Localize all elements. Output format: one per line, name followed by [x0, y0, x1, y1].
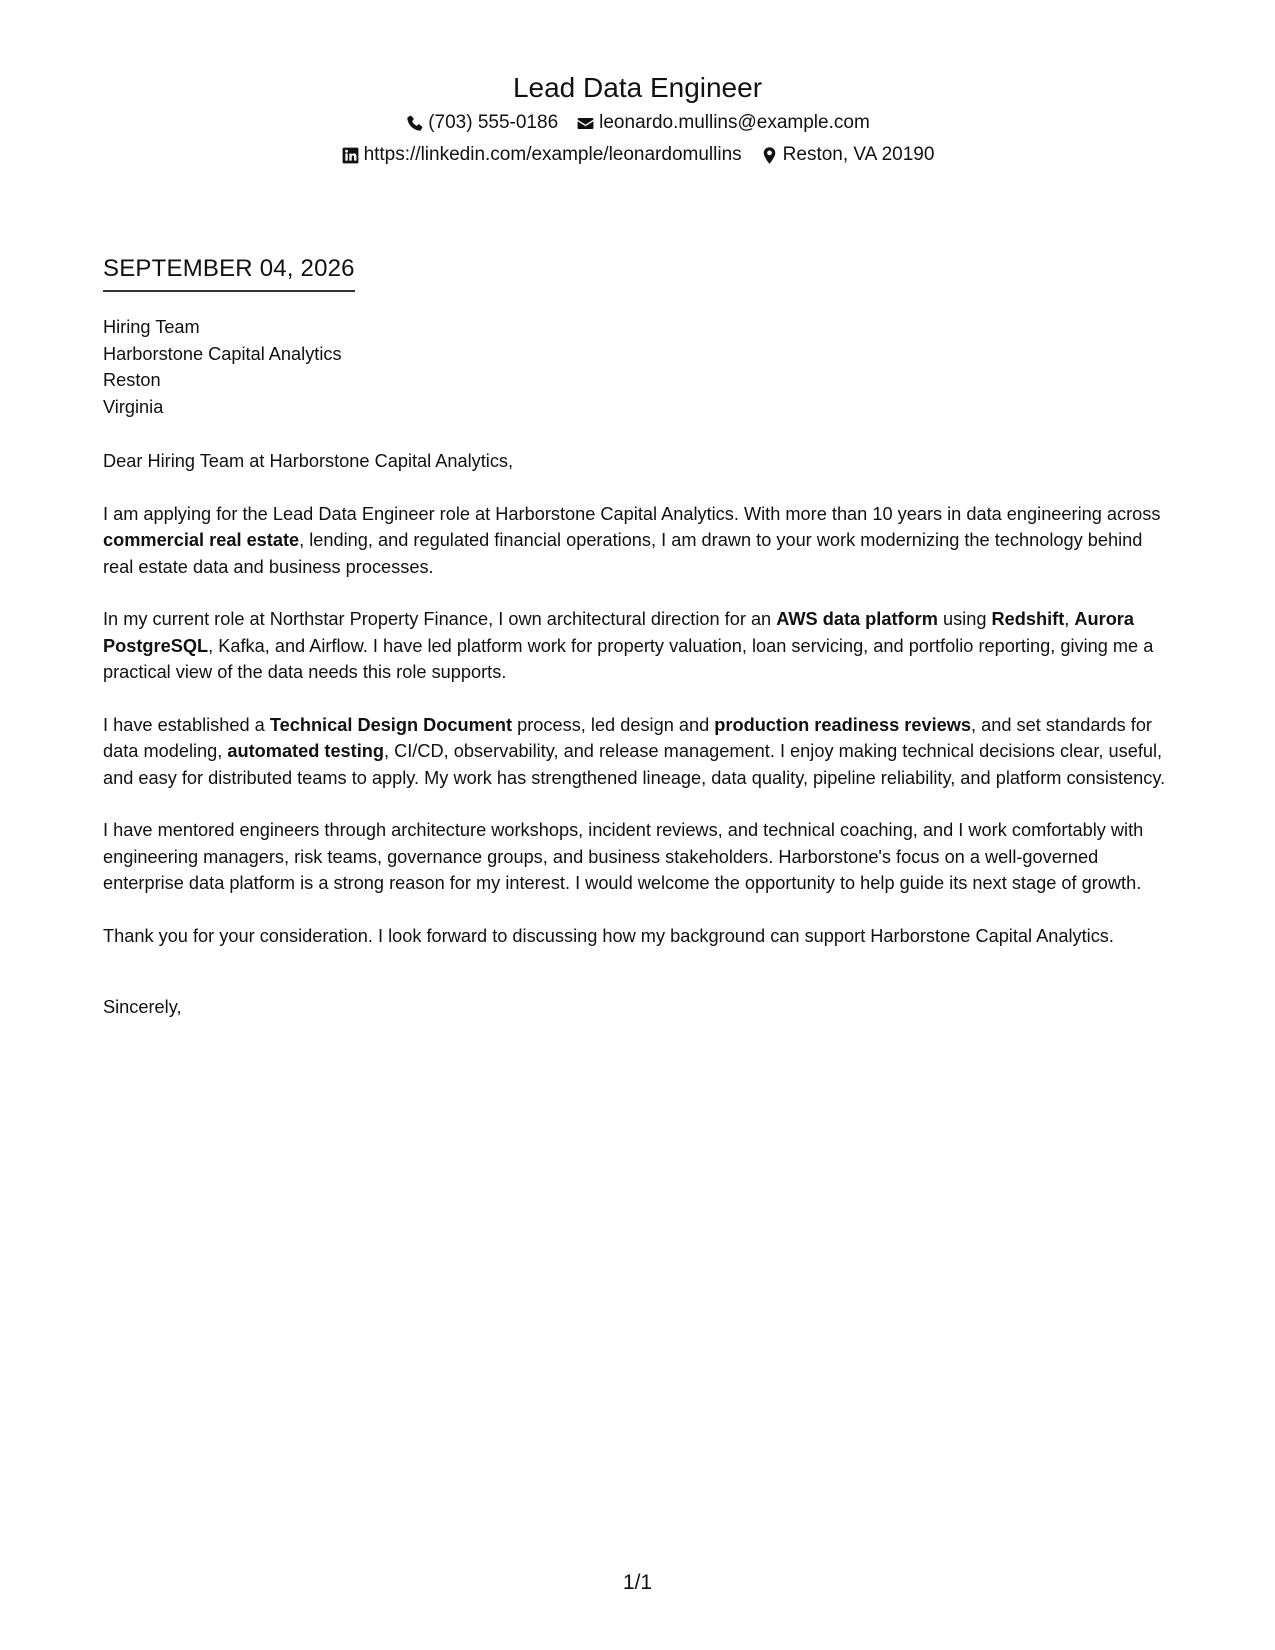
closing: Sincerely,: [103, 997, 182, 1017]
phone-icon: [405, 114, 424, 133]
contact-row-2: [0, 142, 1275, 168]
location-contact: [760, 142, 935, 168]
letter-header: [0, 70, 1275, 168]
text-run: , Kafka, and Airflow. I have led platform work for property valuation, loan servicing, and portfolio reporting, giving me a practical view of the data needs this role supports.: [103, 635, 1154, 682]
phone-number: (703) 555-0186: [428, 112, 559, 133]
bold-phrase: production readiness reviews: [714, 714, 972, 735]
text-run: In my current role at Northstar Property Finance, I own architectural direction for an: [103, 609, 777, 629]
text-run: ,: [1064, 609, 1075, 629]
text-run: I am applying for the Lead Data Engineer role at Harborstone Capital Analytics. With more than 10 years in data engineering across: [103, 503, 1161, 524]
bold-phrase: AWS data platform: [776, 609, 938, 629]
body-paragraph: [103, 606, 1175, 686]
page-number: 1/1: [622, 1571, 653, 1594]
body-paragraph: [103, 923, 1175, 950]
bold-phrase: Technical Design Document: [269, 714, 513, 735]
text-run: Thank you for your consideration. I look forward to discussing how my background can support Harborstone Capital Analytics.: [103, 925, 1114, 946]
recipient-line: Virginia: [103, 396, 164, 417]
letter-date: SEPTEMBER 04, 2026: [103, 254, 355, 292]
phone-contact: [405, 110, 558, 136]
recipient-line: Hiring Team: [103, 317, 200, 337]
body-paragraph: [103, 501, 1175, 581]
linkedin-url: https://linkedin.com/example/leonardomullins: [363, 144, 742, 165]
linkedin-icon: [341, 146, 360, 165]
salutation: Dear Hiring Team at Harborstone Capital Analytics,: [103, 451, 514, 471]
body-paragraph: [103, 712, 1175, 792]
body-paragraph: [103, 817, 1175, 897]
text-run: using: [937, 609, 992, 629]
bold-phrase: Aurora PostgreSQL: [103, 609, 1134, 656]
text-run: I have established a: [103, 714, 270, 735]
envelope-icon: [576, 114, 595, 133]
linkedin-contact: [341, 142, 742, 168]
text-run: , and set standards for data modeling,: [103, 714, 1152, 761]
contact-row-1: [0, 110, 1275, 136]
bold-phrase: Redshift: [991, 609, 1065, 629]
recipient-block: [103, 314, 1175, 420]
text-run: process, led design and: [512, 714, 715, 735]
text-run: , lending, and regulated financial operations, I am drawn to your work modernizing the technology behind real estate data and business processes.: [103, 530, 1143, 577]
location-text: Reston, VA 20190: [782, 144, 935, 165]
bold-phrase: commercial real estate: [103, 530, 300, 550]
map-marker-icon: [760, 146, 779, 165]
email-contact: [576, 110, 870, 136]
bold-phrase: automated testing: [227, 741, 385, 761]
email-address: leonardo.mullins@example.com: [599, 112, 870, 133]
recipient-line: Harborstone Capital Analytics: [103, 343, 342, 364]
date-block: [103, 254, 355, 292]
text-run: I have mentored engineers through architecture workshops, incident reviews, and technical coaching, and I work comfortably with engineering managers, risk teams, governance groups, and business stakeholders. Harborstone's focus on a well-governed enterprise data platform is a strong reason for my interest. I would welcome the opportunity to help guide its next stage of growth.: [103, 820, 1144, 893]
text-run: , CI/CD, observability, and release management. I enjoy making technical decisions clear, useful, and easy for distributed teams to apply. My work has strengthened lineage, data quality, pipeline reliability, and platform consistency.: [103, 741, 1166, 788]
letter-body: [103, 314, 1175, 1021]
recipient-line: Reston: [103, 370, 161, 390]
page-title: Lead Data Engineer: [512, 72, 763, 103]
